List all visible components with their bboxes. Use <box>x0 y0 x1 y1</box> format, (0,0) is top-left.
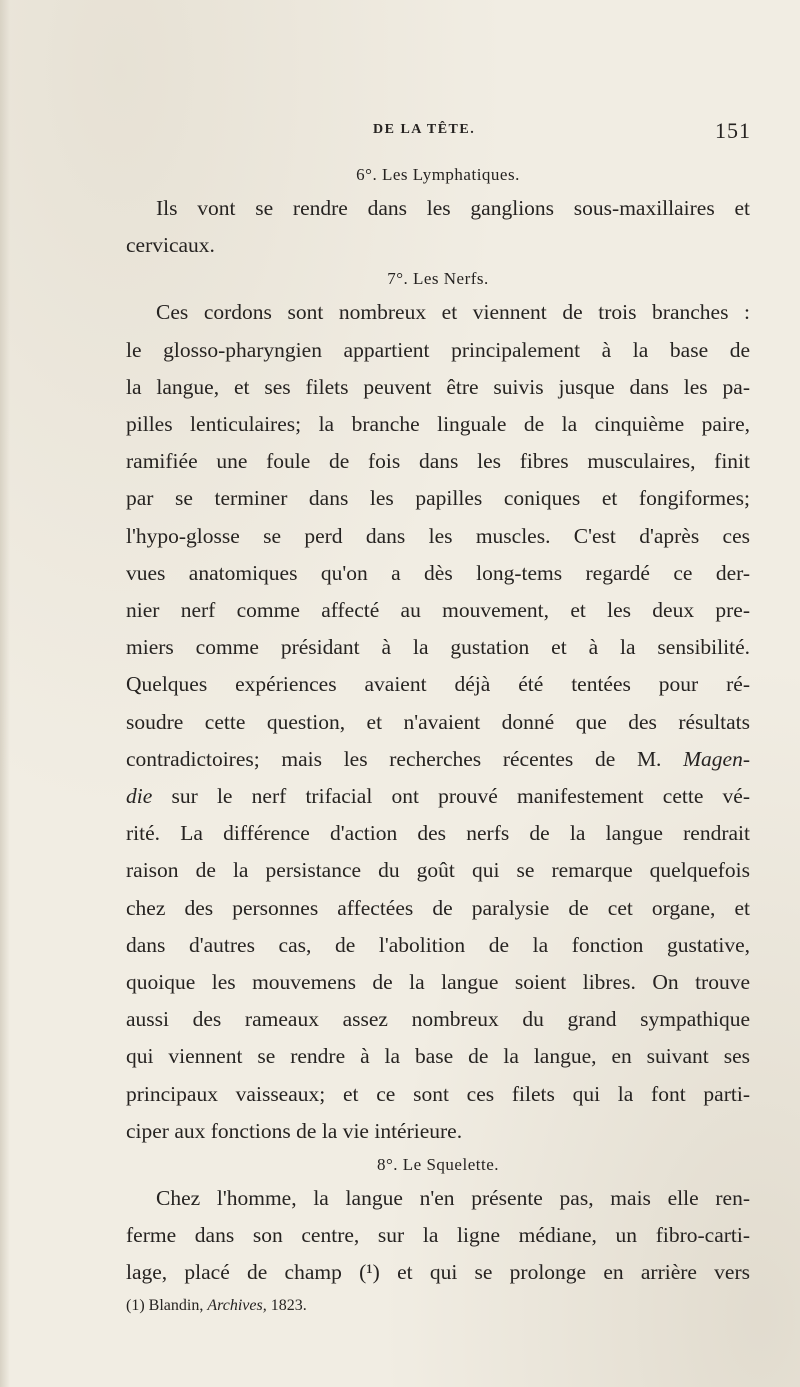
text-line: principaux vaisseaux; et ce sont ces filets qui la font parti- <box>126 1081 750 1106</box>
text-line: ciper aux fonctions de la vie intérieure. <box>126 1118 463 1143</box>
text-line: Quelques expériences avaient déjà été tentées pour ré- <box>126 672 750 697</box>
text-line: soudre cette question, et n'avaient donné que des résultats <box>126 709 750 734</box>
author-name-italic: die <box>126 784 153 809</box>
body-text <box>126 160 750 1318</box>
footnote-year: 1823. <box>270 1296 307 1314</box>
text-line: dans d'autres cas, de l'abolition de la fonction gustative, <box>126 932 750 957</box>
text-line: cervicaux. <box>126 233 215 258</box>
text-line: Ces cordons sont nombreux et viennent de trois branches : <box>156 300 750 325</box>
page-header <box>0 118 800 150</box>
page-number: 151 <box>715 118 751 143</box>
text-line: l'hypo-glosse se perd dans les muscles. C'est d'après ces <box>126 523 750 548</box>
text-fragment: contradictoires; mais les recherches récentes de M. <box>126 746 662 771</box>
text-line: nier nerf comme affecté au mouvement, et les deux pre- <box>126 598 750 623</box>
text-line: lage, placé de champ (¹) et qui se prolonge en arrière vers <box>126 1260 750 1285</box>
footnote-work-italic: Archives, <box>207 1296 267 1314</box>
text-line: quoique les mouvemens de la langue soient libres. On trouve <box>126 970 750 995</box>
page-gutter-shadow <box>0 0 10 1387</box>
text-fragment: sur le nerf trifacial ont prouvé manifestement cette vé- <box>171 784 751 809</box>
paragraph-lymphatiques <box>126 190 750 264</box>
text-line: ramifiée une foule de fois dans les fibres musculaires, finit <box>126 449 750 474</box>
text-line: la langue, et ses filets peuvent être suivis jusque dans les pa- <box>126 374 750 399</box>
text-line: ferme dans son centre, sur la ligne médiane, un fibro-carti- <box>126 1223 750 1248</box>
text-line: chez des personnes affectées de paralysie de cet organe, et <box>126 895 750 920</box>
text-line: aussi des rameaux assez nombreux du grand sympathique <box>126 1007 750 1032</box>
text-line-with-author <box>126 778 750 815</box>
text-line-with-author <box>126 741 750 778</box>
text-line: Chez l'homme, la langue n'en présente pas, mais elle ren- <box>156 1186 750 1211</box>
footnote <box>126 1294 750 1318</box>
footnote-marker: (1) <box>126 1296 145 1314</box>
footnote-author: Blandin, <box>148 1296 204 1314</box>
text-line: le glosso-pharyngien appartient principalement à la base de <box>126 337 750 362</box>
text-line: raison de la persistance du goût qui se remarque quelquefois <box>126 858 750 883</box>
text-line: vues anatomiques qu'on a dès long-tems regardé ce der- <box>126 560 750 585</box>
section-heading-nerfs: 7°. Les Nerfs. <box>387 269 489 289</box>
text-line: rité. La différence d'action des nerfs de la langue rendrait <box>126 821 750 846</box>
text-line: par se terminer dans les papilles coniques et fongiformes; <box>126 486 750 511</box>
running-title: DE LA TÊTE. <box>373 122 476 137</box>
text-line: miers comme présidant à la gustation et à la sensibilité. <box>126 635 750 660</box>
paragraph-nerfs <box>126 294 750 1150</box>
text-line: pilles lenticulaires; la branche linguale de la cinquième paire, <box>126 412 750 437</box>
section-heading-squelette: 8°. Le Squelette. <box>377 1155 499 1175</box>
section-heading-lymphatiques: 6°. Les Lymphatiques. <box>356 165 520 184</box>
paragraph-squelette <box>126 1180 750 1292</box>
text-line: qui viennent se rendre à la base de la langue, en suivant ses <box>126 1044 750 1069</box>
author-name-italic: Magen- <box>683 746 750 771</box>
text-line: Ils vont se rendre dans les ganglions sous-maxillaires et <box>156 196 750 220</box>
